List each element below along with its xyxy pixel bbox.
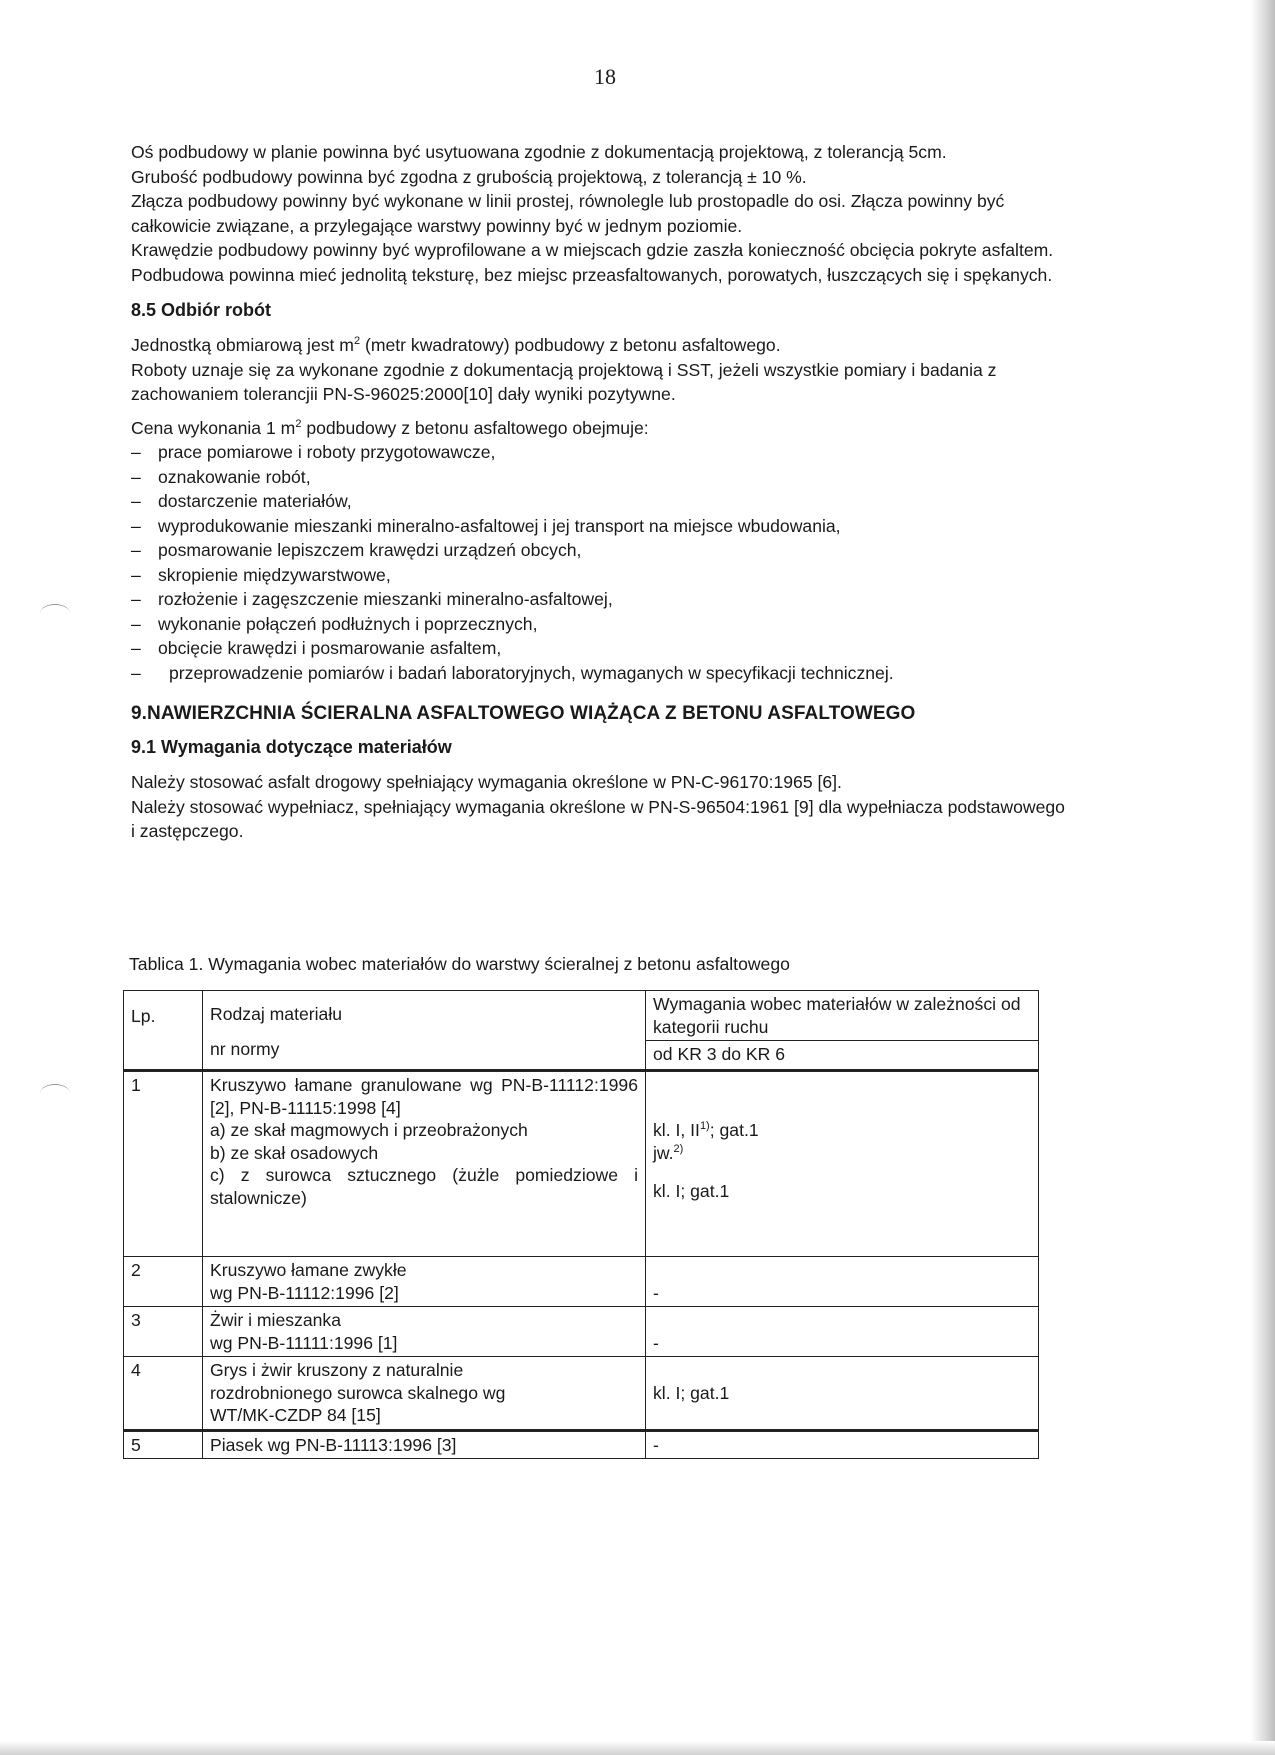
paragraph-texture: Podbudowa powinna mieć jednolitą teksturę, bez miejsc przeasfaltowanych, porowatych, łuszczących się i spękanych.	[131, 264, 1053, 285]
material-line: b) ze skał osadowych	[210, 1142, 379, 1163]
list-item: – rozłożenie i zagęszczenie mieszanki mineralno-asfaltowej,	[131, 587, 1071, 612]
header-lp: Lp.	[124, 991, 203, 1071]
section-heading-9-1: 9.1 Wymagania dotyczące materiałów	[131, 737, 452, 757]
price-text: Cena wykonania 1 m	[131, 417, 296, 438]
price-text-end: podbudowy z betonu asfaltowego obejmuje:	[301, 417, 649, 438]
paragraph-unit	[131, 333, 1071, 358]
material-line: Żwir i mieszanka	[210, 1310, 341, 1330]
paragraph-acceptance: Roboty uznaje się za wykonane zgodnie z dokumentacją projektową i SST, jeżeli wszystkie pomiary i badania z zachowaniem tolerancjii PN-S-96025:2000[10] dały wyniki pozytywne.	[131, 359, 997, 404]
paragraph-asphalt: Należy stosować asfalt drogowy spełniający wymagania określone w PN-C-96170:1965 [6].	[131, 772, 842, 792]
header-requirements: Wymagania wobec materiałów w zależności od kategorii ruchu	[646, 991, 1039, 1041]
cell-lp: 2	[124, 1257, 203, 1307]
material-line: wg PN-B-11111:1996 [1]	[210, 1332, 398, 1353]
req-line-a	[653, 1119, 1031, 1142]
unit-text-end: (metr kwadratowy) podbudowy z betonu asfaltowego.	[360, 335, 781, 355]
cell-material	[203, 1357, 646, 1431]
req-text: kl. I, II	[653, 1120, 700, 1140]
paragraph-axis: Oś podbudowy w planie powinna być usytuowana zgodnie z dokumentacją projektową, z tolerancją 5cm.	[131, 142, 947, 162]
req-line-c: kl. I; gat.1	[653, 1181, 730, 1201]
cell-requirement	[646, 1071, 1039, 1257]
requirements-table	[123, 990, 1039, 1459]
list-item: – oznakowanie robót,	[131, 465, 1071, 490]
req-text: ; gat.1	[709, 1120, 759, 1140]
paragraph-thickness: Grubość podbudowy powinna być zgodna z grubością projektową, z tolerancją ± 10 %.	[131, 166, 807, 187]
cell-material	[203, 1257, 646, 1307]
table-row	[124, 1257, 1039, 1307]
price-items-list	[131, 440, 1071, 685]
cell-material	[203, 1071, 646, 1257]
list-item: – wyprodukowanie mieszanki mineralno-asfaltowej i jej transport na miejsce wbudowania,	[131, 514, 1071, 539]
header-category: od KR 3 do KR 6	[646, 1041, 1039, 1071]
table-row	[124, 1430, 1039, 1459]
paragraph-joints: Złącza podbudowy powinny być wykonane w linii prostej, równolegle lub prostopadle do osi. Złącza powinny być całkowicie związane, a przylegające warstwy powinny być w jednym poziomie.	[131, 191, 1005, 236]
table-row	[124, 1071, 1039, 1257]
list-item: – skropienie międzywarstwowe,	[131, 563, 1071, 588]
section-heading-8-5: 8.5 Odbiór robót	[131, 300, 272, 320]
material-line: rozdrobnionego surowca skalnego wg	[210, 1382, 506, 1403]
table-caption: Tablica 1. Wymagania wobec materiałów do warstwy ścieralnej z betonu asfaltowego	[129, 954, 790, 974]
table-row	[124, 1357, 1039, 1431]
header-material-label: Rodzaj materiału	[210, 1004, 343, 1024]
unit-superscript: 2	[353, 335, 361, 348]
table-header-row	[124, 991, 1039, 1041]
unit-text: Jednostką obmiarową jest m	[131, 335, 354, 355]
list-item: – posmarowanie lepiszczem krawędzi urządzeń obcych,	[131, 538, 1071, 563]
list-item: – przeprowadzenie pomiarów i badań laboratoryjnych, wymaganych w specyfikacji technicznej.	[131, 661, 1071, 686]
paragraph-price	[131, 416, 1071, 441]
document-body	[131, 140, 1071, 844]
material-line: WT/MK-CZDP 84 [15]	[210, 1405, 381, 1425]
cell-requirement: -	[646, 1257, 1039, 1307]
req-superscript: 2)	[673, 1142, 684, 1155]
req-line-b	[653, 1142, 1031, 1165]
table-row	[124, 1307, 1039, 1357]
scan-hole-mark	[40, 604, 70, 623]
material-line: Kruszywo łamane zwykłe	[210, 1260, 407, 1280]
header-norm-label: nr normy	[210, 1038, 280, 1059]
list-item: – wykonanie połączeń podłużnych i poprzecznych,	[131, 612, 1071, 637]
list-item: – prace pomiarowe i roboty przygotowawcze,	[131, 440, 1071, 465]
req-text: jw.	[653, 1142, 674, 1163]
scan-bottom-shadow	[0, 1741, 1275, 1755]
cell-requirement: -	[646, 1430, 1039, 1459]
cell-lp: 5	[124, 1430, 203, 1459]
scan-edge-shadow	[1251, 0, 1275, 1755]
cell-lp: 3	[124, 1307, 203, 1357]
paragraph-edges: Krawędzie podbudowy powinny być wyprofilowane a w miejscach gdzie zaszła konieczność obcięcia pokryte asfaltem.	[131, 240, 1054, 260]
cell-material	[203, 1307, 646, 1357]
material-line: Kruszywo łamane granulowane wg PN-B-11112:1996 [2], PN-B-11115:1998 [4]	[210, 1075, 638, 1118]
header-material	[203, 991, 646, 1071]
material-line: c) z surowca sztucznego (żużle pomiedziowe i stalownicze)	[210, 1165, 638, 1208]
list-item: – obcięcie krawędzi i posmarowanie asfaltem,	[131, 636, 1071, 661]
scan-hole-mark	[40, 1084, 70, 1103]
cell-lp: 1	[124, 1071, 203, 1257]
material-line: wg PN-B-11112:1996 [2]	[210, 1282, 399, 1303]
section-heading-9: 9.NAWIERZCHNIA ŚCIERALNA ASFALTOWEGO WIĄŻĄCA Z BETONU ASFALTOWEGO	[131, 703, 916, 724]
paragraph-filler: Należy stosować wypełniacz, spełniający wymagania określone w PN-S-96504:1961 [9] dla wypełniacza podstawowego i zastępczego.	[131, 796, 1065, 841]
list-item: – dostarczenie materiałów,	[131, 489, 1071, 514]
req-superscript: 1)	[699, 1120, 710, 1133]
page-number: 18	[594, 64, 616, 89]
material-line: a) ze skał magmowych i przeobrażonych	[210, 1120, 528, 1140]
cell-lp: 4	[124, 1357, 203, 1431]
cell-requirement: kl. I; gat.1	[646, 1357, 1039, 1431]
cell-material: Piasek wg PN-B-11113:1996 [3]	[203, 1430, 646, 1459]
material-line: Grys i żwir kruszony z naturalnie	[210, 1360, 464, 1380]
cell-requirement: -	[646, 1307, 1039, 1357]
price-superscript: 2	[295, 417, 302, 430]
